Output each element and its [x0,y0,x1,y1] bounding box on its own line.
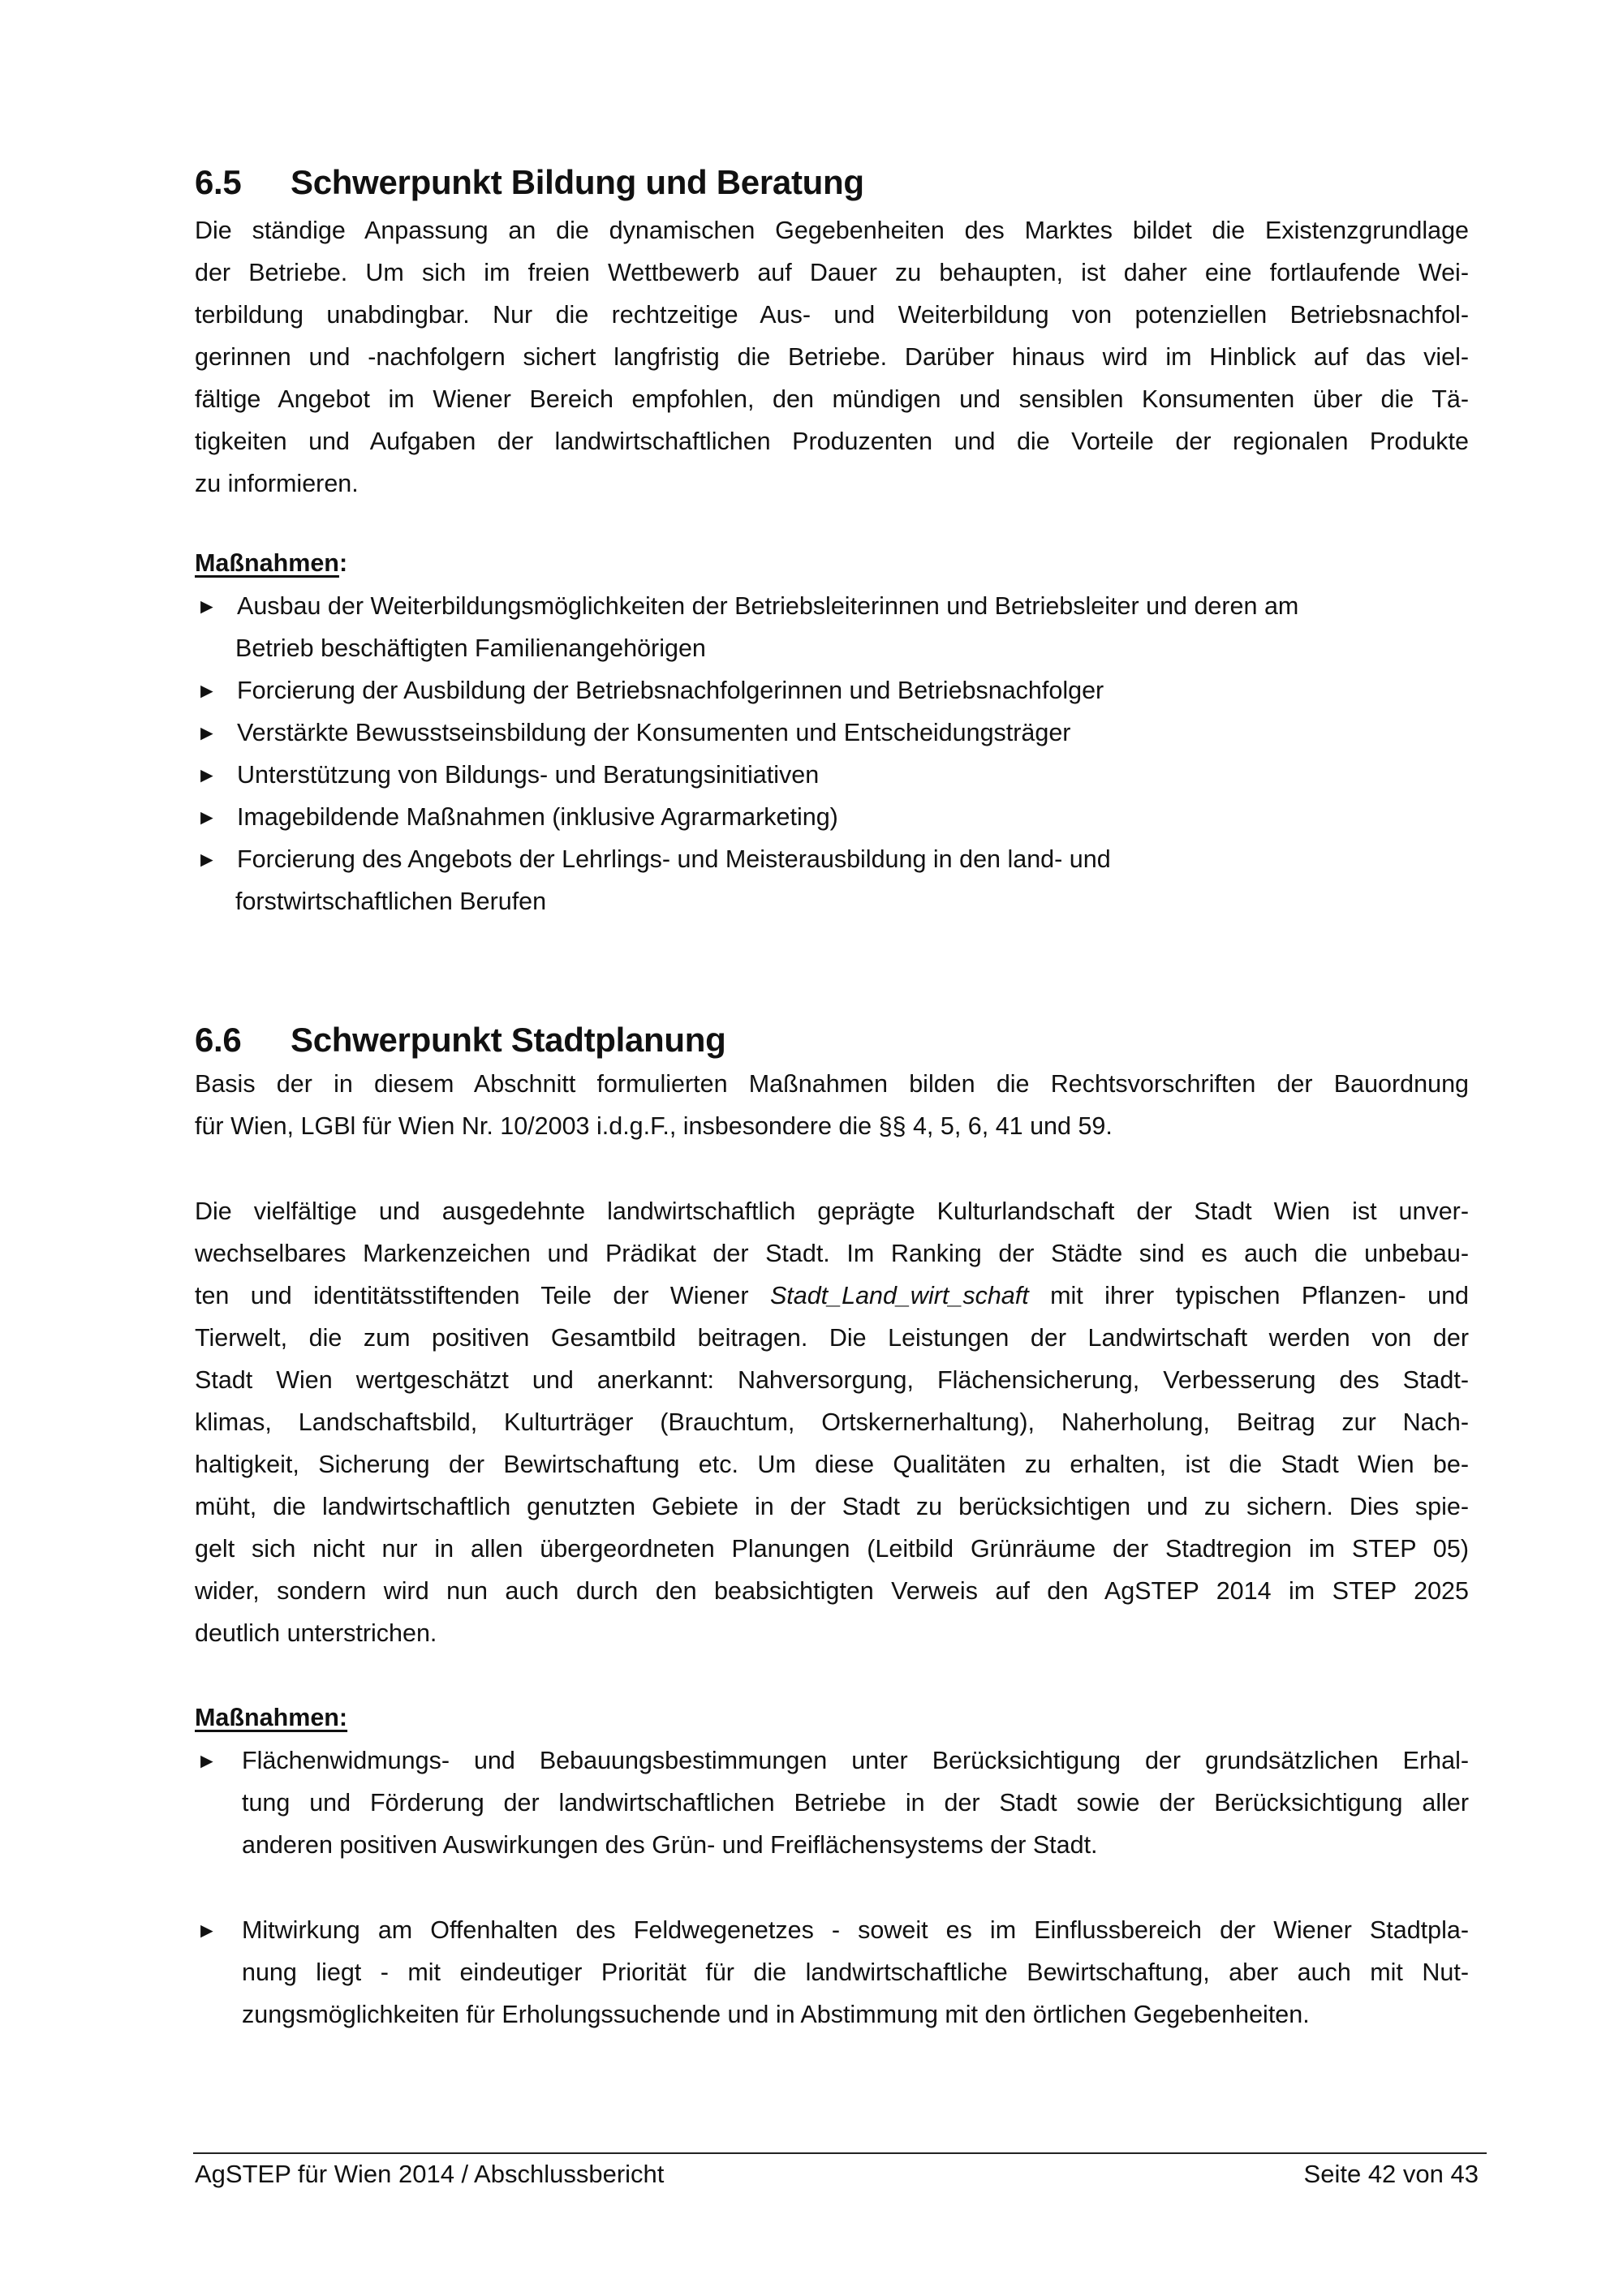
paragraph-line: tigkeiten und Aufgaben der landwirtschaftlichen Produzenten und die Vorteile der regionalen Produkte [195,428,1469,455]
measure-item: Verstärkte Bewusstseinsbildung der Konsumenten und Entscheidungsträger [237,719,1071,746]
triangle-right-icon: ► [196,763,217,787]
measure-item-continuation: zungsmöglichkeiten für Erholungssuchende und in Abstimmung mit den örtlichen Gegebenheiten. [242,2001,1310,2028]
paragraph-line: terbildung unabdingbar. Nur die rechtzeitige Aus- und Weiterbildung von potenziellen Betriebsnachfol- [195,301,1469,329]
intro-line: für Wien, LGBl für Wien Nr. 10/2003 i.d.g.F., insbesondere die §§ 4, 5, 6, 41 und 59. [195,1112,1113,1140]
measure-item: Forcierung der Ausbildung der Betriebsnachfolgerinnen und Betriebsnachfolger [237,677,1104,704]
footer-page-number: Seite 42 von 43 [1303,2160,1479,2188]
paragraph-line: fältige Angebot im Wiener Bereich empfohlen, den mündigen und sensiblen Konsumenten über die Tä- [195,385,1469,413]
measure-item: Mitwirkung am Offenhalten des Feldwegenetzes - soweit es im Einflussbereich der Wiener Stadtpla- [242,1916,1469,1944]
intro-line: Basis der in diesem Abschnitt formulierten Maßnahmen bilden die Rechtsvorschriften der Bauordnung [195,1070,1469,1098]
paragraph-line: wider, sondern wird nun auch durch den beabsichtigten Verweis auf den AgSTEP 2014 im STEP 2025 [195,1577,1469,1605]
measure-item: Flächenwidmungs- und Bebauungsbestimmungen unter Berücksichtigung der grundsätzlichen Erhal- [242,1747,1469,1774]
triangle-right-icon: ► [196,594,217,618]
paragraph-line: deutlich unterstrichen. [195,1619,437,1647]
paragraph-line: Die ständige Anpassung an die dynamischen Gegebenheiten des Marktes bildet die Existenzgrundlage [195,217,1469,244]
text-segment: ten und identitätsstiftenden Teile der Wiener [195,1282,770,1309]
paragraph-line-with-italic [195,1275,1469,1317]
measure-item-continuation: Betrieb beschäftigten Familienangehörigen [235,634,706,662]
paragraph-line: klimas, Landschaftsbild, Kulturträger (Brauchtum, Ortskernerhaltung), Naherholung, Beitrag zur Nach- [195,1408,1469,1436]
measures-heading [195,1696,347,1739]
paragraph-line: der Betriebe. Um sich im freien Wettbewerb auf Dauer zu behaupten, ist daher eine fortlaufende Wei- [195,259,1469,286]
paragraph-line: Die vielfältige und ausgedehnte landwirtschaftlich geprägte Kulturlandschaft der Stadt Wien ist unver- [195,1197,1469,1225]
footer-document-title: AgSTEP für Wien 2014 / Abschlussbericht [195,2160,665,2188]
paragraph-line: gerinnen und -nachfolgern sichert langfristig die Betriebe. Darüber hinaus wird im Hinblick auf das viel- [195,343,1469,371]
paragraph-line: müht, die landwirtschaftlich genutzten Gebiete in der Stadt zu berücksichtigen und zu sichern. Dies spie- [195,1493,1469,1520]
paragraph-line: haltigkeit, Sicherung der Bewirtschaftung etc. Um diese Qualitäten zu erhalten, ist die Stadt Wien be- [195,1451,1469,1478]
footer-divider [193,2152,1487,2154]
section-title: Schwerpunkt Bildung und Beratung [291,163,864,201]
measures-heading-label: Maßnahmen: [195,1704,348,1731]
measure-item-continuation: anderen positiven Auswirkungen des Grün- und Freiflächensystems der Stadt. [242,1831,1098,1859]
paragraph-line: Tierwelt, die zum positiven Gesamtbild beitragen. Die Leistungen der Landwirtschaft werden von der [195,1324,1469,1352]
section-6-5-heading [195,162,864,203]
measure-item-continuation: tung und Förderung der landwirtschaftlichen Betriebe in der Stadt sowie der Berücksichtigung aller [242,1789,1469,1817]
triangle-right-icon: ► [196,1748,217,1773]
paragraph-line: wechselbares Markenzeichen und Prädikat der Stadt. Im Ranking der Städte sind es auch die unbebau- [195,1240,1469,1267]
measure-item: Imagebildende Maßnahmen (inklusive Agrarmarketing) [237,803,838,831]
paragraph-line: zu informieren. [195,470,359,497]
measures-heading [195,542,347,584]
measure-item: Ausbau der Weiterbildungsmöglichkeiten der Betriebsleiterinnen und Betriebsleiter und deren am [237,592,1299,620]
paragraph-line: Stadt Wien wertgeschätzt und anerkannt: Nahversorgung, Flächensicherung, Verbesserung des Stadt- [195,1366,1469,1394]
paragraph-line: gelt sich nicht nur in allen übergeordneten Planungen (Leitbild Grünräume der Stadtregion im STEP 05) [195,1535,1469,1563]
measure-item-continuation: forstwirtschaftlichen Berufen [235,888,547,915]
triangle-right-icon: ► [196,805,217,829]
triangle-right-icon: ► [196,720,217,745]
measure-item: Unterstützung von Bildungs- und Beratungsinitiativen [237,761,820,789]
section-number: 6.5 [195,163,242,201]
section-6-6-heading [195,1020,725,1060]
text-segment: mit ihrer typischen Pflanzen- und [1028,1282,1469,1309]
triangle-right-icon: ► [196,678,217,703]
measure-item: Forcierung des Angebots der Lehrlings- und Meisterausbildung in den land- und [237,845,1111,873]
measure-item-continuation: nung liegt - mit eindeutiger Priorität für die landwirtschaftliche Bewirtschaftung, aber auch mit Nut- [242,1958,1469,1986]
measures-heading-label: Maßnahmen [195,549,339,577]
section-number: 6.6 [195,1021,242,1059]
triangle-right-icon: ► [196,847,217,871]
italic-term: Stadt_Land_wirt_schaft [769,1282,1029,1309]
measures-heading-colon: : [338,549,348,577]
triangle-right-icon: ► [196,1918,217,1942]
section-title: Schwerpunkt Stadtplanung [291,1021,726,1059]
